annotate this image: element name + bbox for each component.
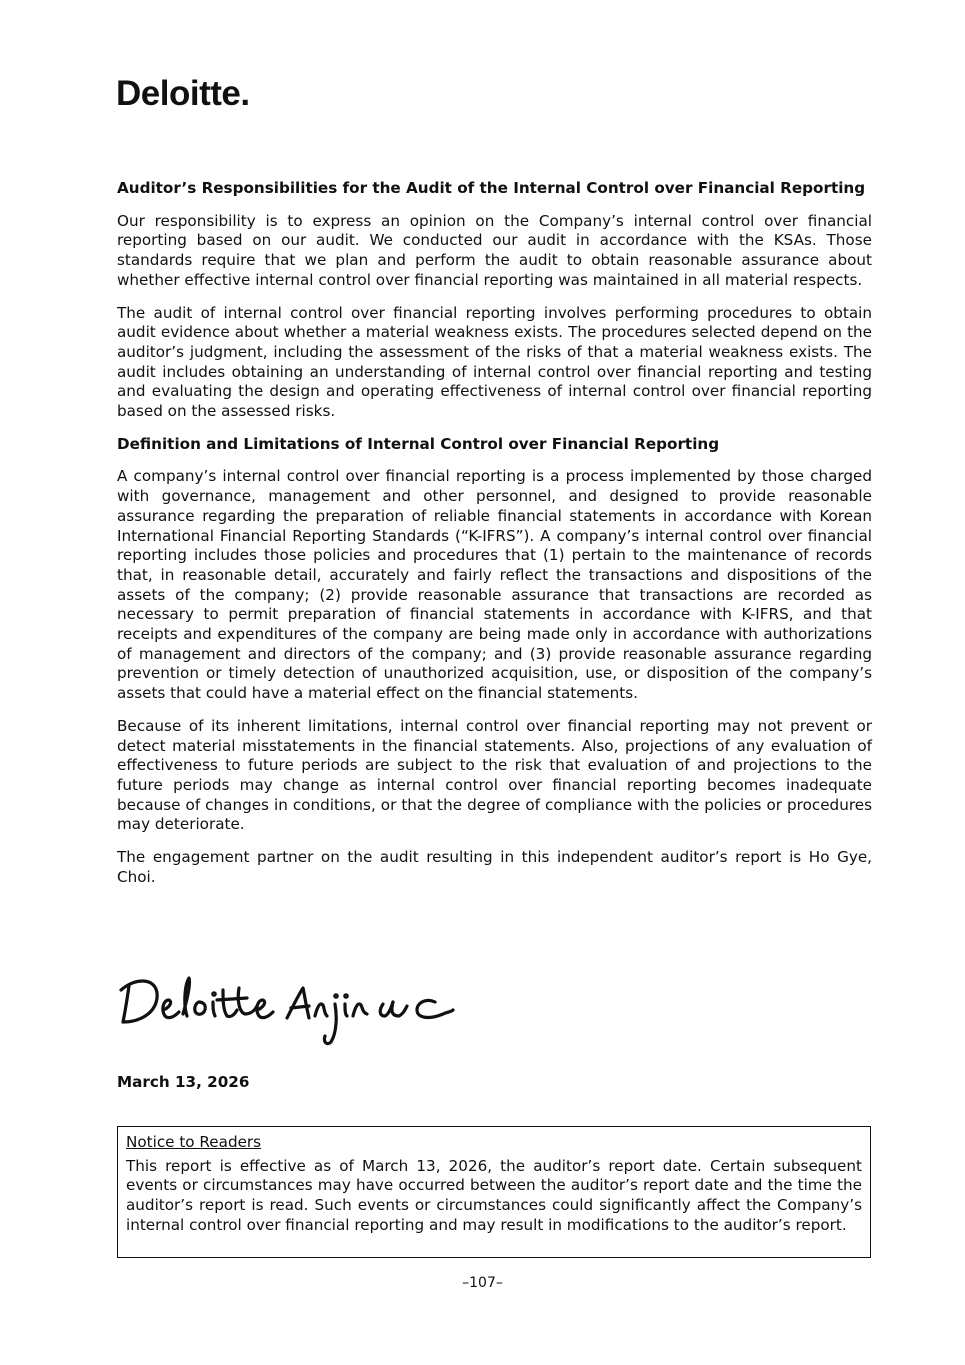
page-number: –107– xyxy=(462,1275,503,1291)
engagement-partner-paragraph: The engagement partner on the audit resulting in this independent auditor’s report is Ho Gye, Choi. xyxy=(117,848,872,886)
definition-paragraph: A company’s internal control over financial reporting is a process implemented by those charged with governance, management and other personnel, and designed to provide reasonable assurance regarding the preparation of reliable financial statements in accordance with Korean International Financial Reporting Standards (“K-IFRS”). A company’s internal control over financial reporting includes those policies and procedures that (1) pertain to the maintenance of records that, in reasonable detail, accurately and fairly reflect the transactions and dispositions of the assets of the company; (2) provide reasonable assurance that transactions are recorded as necessary to permit preparation of financial statements in accordance with K-IFRS, and that receipts and expenditures of the company are being made only in accordance with authorizations of management and directors of the company; and (3) provide reasonable assurance regarding prevention or timely detection of unauthorized acquisition, use, or disposition of the company’s assets that could have a material effect on the financial statements. xyxy=(117,467,872,703)
deloitte-logo: Deloitte. xyxy=(116,74,250,113)
auditor-responsibilities-paragraph-1: Our responsibility is to express an opinion on the Company’s internal control over financial reporting based on our audit. We conducted our audit in accordance with the KSAs. Those standards require that we plan and perform the audit to obtain reasonable assurance about whether effective internal control over financial reporting was maintained in all material respects. xyxy=(117,211,872,289)
auditor-responsibilities-heading: Auditor’s Responsibilities for the Audit of the Internal Control over Financial Reporting xyxy=(117,179,866,197)
report-body xyxy=(117,179,872,901)
definition-limitations-heading: Definition and Limitations of Internal Control over Financial Reporting xyxy=(117,434,720,453)
firm-signature xyxy=(117,970,467,1054)
limitations-paragraph: Because of its inherent limitations, internal control over financial reporting may not prevent or detect material misstatements in the financial statements. Also, projections of any evaluation of effectiveness to future periods are subject to the risk that evaluation of and projections to the future periods may change as internal control over financial reporting becomes inadequate because of changes in conditions, or that the degree of compliance with the policies or procedures may deteriorate. xyxy=(117,716,872,834)
report-date: March 13, 2026 xyxy=(117,1073,250,1091)
auditor-responsibilities-paragraph-2: The audit of internal control over financial reporting involves performing procedures to obtain audit evidence about whether a material weakness exists. The procedures selected depend on the auditor’s judgment, including the assessment of the risks of that a material weakness exists. The audit includes obtaining an understanding of internal control over financial reporting and testing and evaluating the design and operating effectiveness of internal control over financial reporting based on the assessed risks. xyxy=(117,303,872,421)
notice-to-readers-box xyxy=(117,1126,871,1258)
notice-text: This report is effective as of March 13, 2026, the auditor’s report date. Certain subsequent events or circumstances may have occurred between the auditor’s report date and the time the auditor’s report is read. Such events or circumstances could significantly affect the Company’s internal control over financial reporting and may result in modifications to the auditor’s report. xyxy=(126,1156,862,1234)
notice-title: Notice to Readers xyxy=(126,1133,262,1151)
